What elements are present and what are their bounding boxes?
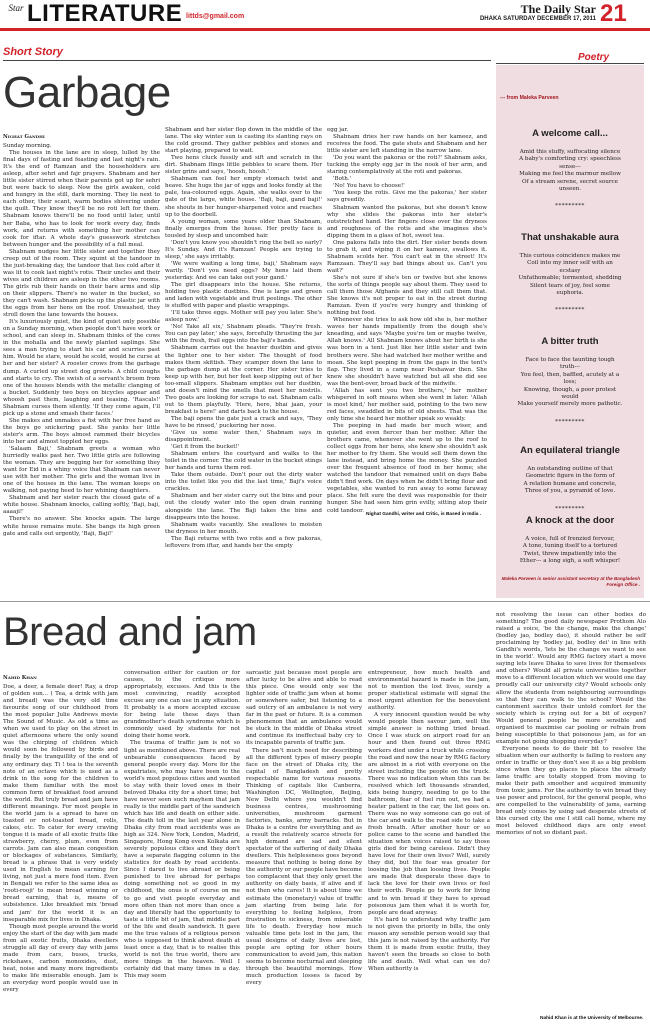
story-column-2	[165, 127, 322, 549]
essay-column-3	[246, 670, 362, 1024]
paragraph: entrepreneur, how much health and environmental hazard is made in the jam, not to mention the lost lives, surely a proper statistical estimate will signal the most urgent attention for the benevolent authority.	[368, 670, 490, 712]
poem-line: A voice, full of frenzied fervour,	[525, 536, 615, 542]
poem-separator: *********	[555, 203, 585, 210]
story-credit: Nighat Gandhi, writer and Critic, is Based in India .	[366, 512, 482, 517]
section-title: LITERATURE	[27, 0, 183, 27]
paragraph: Shabnam wanted the pakoras, but she doesn't know why she slides the pakoras into her sister's outstretched hand. Her fingers close over the dryness and roughness of the rotis and she imagines she's dipping them in a glass of hot, sweet tea.	[327, 204, 487, 239]
poem-title: A welcome call...	[532, 128, 608, 139]
poem-line: Silent tears of joy, feel some	[530, 282, 610, 289]
paragraph: 'Do you want the pakoras or the roti?' Shabnam asks, tucking the empty egg jar in the nook of her arm, and staring contemplatively at the roti and pakoras.	[327, 155, 487, 176]
section-divider	[0, 601, 650, 602]
paragraph: 'Give us some water then,' Shabnam says in disappointment.	[165, 430, 322, 444]
poem-lines	[498, 253, 642, 297]
paragraph: A young woman, some years older than Shabnam, finally emerges from the house. Her pretty face is tousled by sleep and uncombed hair.	[165, 218, 322, 239]
poem-2	[498, 232, 642, 314]
poem-line: Unfathomable; tormented, shedding	[518, 275, 622, 282]
poem-line: Knowing, though, a poor protest	[523, 386, 617, 393]
paragraph: There isn't much need for describing all the different types of misery people face on the street of Dhaka city, the capital of Bangladesh and pretty respectable name for various reasons. Thinking of capitals like Canberra, Washington DC, Wellington, Beijing, New Delhi where you wouldn't find business centres, mushrooming universities, mushroom garment factories, banks, army barracks. But in Dhaka is a centre for everything and as a result the relatively scarce streets for high demand are sad and silent spectator of the suffering of daily Dhaka dwellers. This helplessness goes beyond measure that nothing is being done by the authority or our people have become too complacent that they only greet the authority on daily basis, if alive and if not then who cares! It is about time we estimate the (monetary) value of traffic jam starting from being late for everything to feeling helpless, from frustration to sickness, from miserable life to death. Everyday how much valuable time gets lost in the jam, the usual designs of daily lives are lost, people are opting for other hours communication to avoid jam, this nation seems to become nocturnal and sleeping through the beautiful mornings. How much production losses is faced by every	[246, 747, 362, 987]
page-number: 21	[600, 0, 627, 27]
paragraph: The trauma of traffic jam is not so light as mentioned above. There are real unbearable consequences faced by general people every day. More for the expatriates, who may have been to the world's most populous cities and wanted to stay with their loved ones in their beloved Dhaka city for a short time; but have never seen such mayhem that jam really is the middle part of the sandwich which has life and death on either side. The death toll in the last year alone in Dhaka city from road accidents was as high as 324. New York, London, Madrid, Singapore, Hong Kong even Kolkata are severely populous cities and they don't have a separate flagging column in the statistics for death by road accidents. Since I dared to live abroad or being punished to live abroad for perhaps doing something not so good in my childhood, the onus is of course on me to go and visit people everyday and more often than not more than once a day and literally had the opportunity to taste a little bit of jam, that middle part of the life and death sandwich. It gave me the true values of a religious person who is supposed to think about death at least once a day, that is to realise this world is not the true world, there are more things in the heaven. Well I certainly did that many times in a day. This may seem	[124, 740, 240, 980]
essay-credit: Nahid Khan is at the University of Melbourne.	[540, 1016, 644, 1021]
paragraph: 'No! Take all six,' Shabnam pleads. 'They're fresh. You can pay later,' she says, forcefully thrusting the jar with the fresh, frail eggs into the baji's hands.	[165, 324, 322, 345]
paragraph: Whenever she tries to ask how old she is, her mother waves her hands impatiently from the dough she's kneading, and says 'Maybe you're ten or maybe twelve, Allah knows.' All Shabnam knows about her birth is she was born in a tent. Just like her little sister and twin brothers were. She had watched her mother writhe and moan. She kept peeping in from the gaps in the tent's flap. They lived in a camp near Peshawar then. She knew she shouldn't have watched but all she did see was the bent-over, broad back of the midwife.	[327, 317, 487, 387]
date-line: DHAKA SATURDAY DECEMBER 17, 2011	[479, 16, 596, 22]
essay-column-5	[496, 612, 646, 1014]
poem-line: sense---	[559, 163, 581, 170]
poem-line: A baby's comforting cry: speechless	[519, 156, 621, 163]
poem-line: An outstanding outline of that	[527, 466, 613, 472]
story-title: Garbage	[3, 68, 171, 117]
poem-line: would	[561, 394, 579, 401]
poem-4	[498, 445, 642, 513]
poem-title: An equilateral triangle	[520, 445, 620, 456]
paragraph: 'Both.'	[333, 176, 352, 183]
poem-line: Twist, threw impatiently into the	[523, 550, 617, 557]
poem-lines	[498, 149, 642, 193]
paragraph: It's hard to understand why traffic jam is not given the priority in bills, the only reason any sensible person would say that this jam is not raised by the authority. For them it is made from exotic fruits, they haven't seen the breads so close to both life and death. Well what can we do? When authority is	[368, 916, 490, 972]
paragraph: sarcastic just because most people are after lucky to be alive and able to read this piece. One would only see the lighter side of traffic jam when at home or somewhere safer, but listening to a sad outcry of an ambulance is not very far in the past or future. It is a common phenomenon that an ambulance would be stuck in the middle of Dhaka street and continue its ineffectual baby cry to its incapable parents of traffic jam.	[246, 670, 362, 747]
poem-title: A bitter truth	[541, 336, 599, 347]
story-author: Nighat Gandhi	[3, 134, 45, 140]
paragraph: Two hens cluck fussily and sift and scratch in the dirt. Shabnam flings little pebbles to scare them. Her sister grins and says, 'hoosh, hoosh.'	[165, 155, 322, 176]
paragraph: Take them outside. Don't pour out the dirty water into the toilet like you did the last time,' Baji's voice crackles.	[165, 472, 322, 493]
poem-line: Making me feel the marmur mellow	[519, 171, 621, 178]
poem-line: You feel, then, baffled, acutely at a	[520, 371, 620, 378]
poem-separator: *********	[555, 307, 585, 314]
paragraph: Shabnam and her sister reach the closed gate of a white house. Shabnam knocks, calling softly, 'Baji, baji, aaaaji!'	[3, 495, 160, 516]
essay-column-4	[368, 670, 490, 1024]
poem-line: Geometric figure in the form of	[525, 473, 615, 480]
poem-title: That unshakable aura	[521, 232, 619, 243]
paragraph: She's not sure if she's ten or twelve but she knows the sorts of things people say about them. They used to call them those Afghanis and they still call them that. She knows it's not proper to eat in the street during Ramzan. Even if you're very hungry and thinking of nothing but food.	[327, 274, 487, 317]
poetry-label: Poetry	[578, 52, 610, 63]
paragraph: conversation either for caution or for causes, to the critique more appropriately, excuses. And this is the most convincing, readily accepted excuse any one can use in any situation. It probably is a more accepted excuse for being late these days than grandmother's death syndrome which is commonly used by students for not doing their home work.	[124, 670, 240, 740]
paragraph: There's no answer. She knocks again. The large white house remains mute. She bangs its high green gate and calls out urgently, 'Baji, Baji!'	[3, 516, 160, 537]
short-story-rule	[3, 60, 491, 61]
poem-line: unseen.	[558, 186, 582, 193]
paragraph: The girl disappears into the house. She returns, holding two plastic dustbins. One is large and green and laden with vegetable and fruit peelings. The other is stuffed with paper and plastic wrappings.	[165, 282, 322, 310]
paragraph: 'You keep the rotis. Give me the pakoras,' her sister says greedily.	[327, 190, 487, 204]
poetry-rule	[496, 63, 644, 64]
poem-line: Face to face the taunting tough	[525, 357, 615, 363]
poem-line: loss;	[563, 379, 577, 386]
poem-lines	[498, 536, 642, 566]
paragraph: 'No! You have to choose!'	[333, 183, 405, 190]
poem-line: Make yourself merely more pathetic.	[517, 401, 623, 408]
essay-author: Nahid Khan	[3, 675, 37, 681]
paragraph: A very innocent question would be why would people then savour jam, well the simple answer is nothing tried bread. Once I was stuck on airport road for an hour and then found out three RMG workers died under a truck while crossing the road and now the near by RMG factory are almost in a riot with everyone on the street including the people on the truck. There was no indication when this can be resolved which left thousands stranded, kids being hungry, needing to go to the bathroom, fear of fuel run out, we had a heater patient in the car, the list goes on. There was no way someone can go out of the car and walk to the road side to take a fresh breath. After another hour or so police came to the scene and handled the situation when voices raised to say those girls died for being careless. Didn't they have love for their own lives? Well, surely they did, but the fear was greater for loosing the job than loosing lives. People are made that desperate these days to lack the love for their own lives or feel their worth. People go to work for living and to win bread if they have to spread poisonous jam then what it is worth for, people are dead anyway.	[368, 712, 490, 916]
paragraph: Shabnam can feel her empty stomach twist and heave. She hugs the jar of eggs and looks fondly at the pale, tea-coloured eggs. Again, she walks over to the gate of the large, white house. 'Baji, baji, gand baji!' she shouts in her hunger-sharpened voice and reaches up to the doorbell.	[165, 176, 322, 218]
paragraph: Doe, a deer, a female deer! Ray, a drop of golden sun... ( Tea, a drink with jam and bread) was the very old time favourite song of our childhood from the most popular Julie Andrews movie The Sound of Music. As old a time as when we used to play on the street in quiet afternoons where the only sound was the chirping of children which would soon be followed by birds and finally by the tranquillity of the end of any ordinary day. Ti ! tea is the seventh note of an octave which is used as a drink in the song for the children to make them familiar with the most common form of breakfast food around the world. But truly bread and jam have different meanings. For most people in the world jam is a spread to have on toasted or not-toasted bread, rolls, cakes, etc. To cater for every craving tongue it is made of all exotic fruits like strawberry, cherry, plum, even from carrots. Jam can also mean congestion or blockages of substances. Similarly, bread is a phrase that is very widely used in English to mean earning for living, not just a mere food item. Even in Bengali we refer to the same idea as 'rooti-rooji' to mean bread winning or bread earning, that is, means of subsistence. Like breakfast mix 'bread and jam' for the world it is an inseparable mix for lives in Dhaka.	[3, 684, 118, 923]
paragraph: It's luxuriously quiet, the kind of quiet only possible on a Sunday morning, when people don't have work or school, and can sleep in. Shabnam thinks of the cows in the mohalla and the newly planted saplings. She sees a man trying to start his car and scurries past him. Would he stare, would he scold, would he curse at her and her sister? A rooster crows from the garbage dump. A curled up street dog growls. A child coughs and starts to cry. The swish of a servant's broom from one of the houses blends with the metallic clanging of a bucket. Suddenly two boys on bicycles appear and whoosh past them, laughing and teasing. 'Rascals!' Shabnam curses them silently. 'If they come again, I'll pick up a stone and smash their faces.'	[3, 319, 160, 417]
paragraph: The houses in the lane are in sleep, lulled by the final days of fasting and feasting and last night's rain. It's the end of Ramzan and the householders are asleep, after sehri and fajr prayers. Shabnam and her little sister stirred when their parents got up for sehri but were back to sleep. Now the girls awaken, cold and hungry in the still, dark morning. They lie next to each other, their scant, warm bodies shivering under the quilt. They know they'll be no roti left for them. Shabnam knows there'll be no food until later, until her Baba, who has to look for work every day, finds work, and returns with something her mother can cook for iftar. A whole day's guesswork stretches between hunger and the possibility of a full meal.	[3, 150, 160, 248]
paragraph: egg jar.	[327, 127, 349, 133]
paragraph: Shabnam dries her raw hands on her kameez, and receives the food. The gate shuts and Shabnam and her little sister are left standing in the narrow lane.	[327, 134, 487, 155]
paragraph: Sunday morning.	[3, 143, 52, 149]
paragraph: not resolving the issue can other bodies do something? The good daily newspaper Prothom Alo raised a voice, 'be the change, make the change' (bodley jao, bodley dao), it should rather be self proclaiming by 'bodley jai, bodley dei' in line with Gandhi's words, 'lets be the change we want to see in the world'. Would any RMG factory start a move saying lets leave Dhaka to save lives for themselves and others? Would all private universities together move to a different location which we would one day proudly call our university city? Would schools only allow the students from neighbouring surroundings so that they can walk to the school? Would the cantonment sacrifice their untold comfort for the society which is crying out for a bit of oxygen? Would general people be more sensible and organised to maximise car pooling or refrain from being susceptible to that poisonous jam, as for an example not going shopping everyday?	[496, 612, 646, 745]
paragraph: Shabnam nudges her little sister and together they creep out of the room. They squint at the tandoor in the just-breaking day, the tandoor that lies cold after it was lit to cook last night's rotis. Their uncles and their wives and children are asleep in the other two rooms. The girls rub their hands on their bare arms and slip on their slippers. There's no water in the bucket, so they can't wash. Shabnam picks up the plastic jar with the eggs from her hens on the roof. Unwashed, they stroll down the lane towards the houses.	[3, 248, 160, 319]
poem-separator: *********	[555, 418, 585, 425]
paragraph: Shabnam enters the courtyard and walks to the toilet in the corner. The cold water in the bucket stings her hands and turns them red.	[165, 451, 322, 472]
poem-3	[498, 336, 642, 426]
poem-line: ecstasy	[559, 267, 581, 274]
poem-line: Amid this stuffy, suffocating silence	[519, 149, 621, 155]
poem-line: This curious coincidence makes me	[519, 253, 621, 259]
poem-lines	[498, 357, 642, 409]
essay-column-2	[124, 670, 240, 1024]
paragraph: 'Salaam Baji,' Shabnam greets a woman who hurriedly walks past her. Two little girls are following the woman. They are begging her for something they want for Eid in a whiny voice that Shabnam can never use with her mother. The girls and the woman live in one of the houses in the lane. The woman keeps on walking, not paying heed to her whining daughters.	[3, 446, 160, 495]
paragraph: Though most people around the world enjoy the start of the day with jam made from all exotic fruits, Dhaka dwellers struggle all day of every day with jams made from cars, buses, trucks, rickshaws, carbon monoxides, dust, heat, noise and many more ingredients to make life miserable enough. Jam is an everyday word people would use in every	[3, 923, 118, 994]
paragraph: The baji opens the gate just a crack and says, 'They have to be rinsed,' puckering her nose.	[165, 415, 322, 429]
paragraph: Everyone needs to do their bit to resolve the situation when our authority is failing to restore any order in traffic or they don't see it as a big problem since when they go places to places the already lame traffic are totally stopped from moving to make their path smoother and acquired immunity from toxic jams. For the authority to win bread they use power and protocol, for the general people, who are compelled to the vulnerability of jams, earning bread only comes by using sad desperate streets of this cursed city the one I still call home, where my most beloved childhood days are only sweet memories of not so distant past.	[496, 745, 646, 837]
poem-line: A relation humane and concrete,	[523, 480, 617, 487]
poem-separator: *********	[555, 505, 585, 512]
story-column-1	[3, 143, 160, 537]
paragraph: The peeping in had made her much wiser, and quieter, and even fiercer than her mother. After the brothers came, whenever she went up to the roof to collect eggs from her hens, she knew she shouldn't ask her mother to fry them. She would sell them down the lane instead, and bring home the money. She puzzled over the frequent absence of food in her home; she watched the tandoor that remained unlit on days Baba didn't find work. On days when he didn't bring flour and vegetables, she wanted to run away to some faraway place. She felt sure the devil was responsible for their hunger. She had seen him grin evilly, sitting atop their cold tandoor.	[327, 422, 487, 514]
paragraph: 'Get it from the bucket!'	[171, 444, 240, 451]
paragraph: Shabnam and her sister flop down in the middle of the lane. The sky winter sun is casting its slanting rays on the cold ground. They gather pebbles and stones and start playing, prepared to wait.	[165, 127, 322, 155]
paragraph: 'We were waiting a long time, baji,' Shabnam says warily. 'Don't you need eggs? My hens laid them yesterday. And we can take out your gand.'	[165, 260, 322, 281]
section-email: littds@gmail.com	[186, 13, 245, 20]
poem-line: Three of you, a pyramid of love.	[524, 488, 616, 495]
paragraph: One pakora falls into the dirt. Her sister bends down to grab it, and wiping it on her kameez, swallows it. Shabnam scolds her. 'You can't eat in the street! It's Ramzaan. They'll say bad things about us. Can't you wait?'	[327, 239, 487, 274]
masthead-rule	[0, 28, 650, 31]
poem-line: euphoria.	[556, 290, 584, 297]
poem-lines	[498, 466, 642, 496]
paragraph: Shabnam waits vacantly. She swallows to moisten the dryness in her mouth.	[165, 521, 322, 535]
short-story-label: Short Story	[3, 46, 63, 58]
poem-1	[498, 128, 642, 210]
paragraph: Shabnam carries out the heavier dustbin and gives the lighter one to her sister. The thought of food makes them skittish. They scamper down the lane to the garbage dump at the corner. Her sister tries to keep up with her, but her feet keep slipping out of her too-small slippers. Shabnam empties out her dustbin, and doesn't mind the smells that meet her nostrils. Two goats are looking for scraps to eat. Shabnam calls out to them playfully. 'Here, here, bhai jaan, your breakfast is here!' and darts back to the house.	[165, 345, 322, 415]
poem-line: Coil into my inner self with an	[527, 260, 613, 267]
poetry-author: --- from Maleka Parveen	[500, 95, 559, 101]
essay-column-1	[3, 684, 118, 1024]
paragraph: 'Don't you know you shouldn't ring the bell so early? It's Sunday. And it's Ramzan! People are trying to sleep,' she says irritably.	[165, 239, 322, 260]
paragraph: 'I'll take three eggs. Mother will pay you later. She's asleep now.'	[165, 310, 322, 324]
paragraph: She makes and unmakes a fist with her free hand as the boys go snickering past. She yanks her little sister's arm. The boys almost rammed their bicycles into her and almost toppled her eggs.	[3, 417, 160, 445]
essay-title: Bread and jam	[3, 610, 257, 654]
poem-title: A knock at the door	[525, 515, 615, 526]
poem-line: truth---	[559, 364, 581, 371]
newspaper-name: The Daily Star	[520, 2, 596, 16]
poem-line: A tone, tuning itself to a tortured	[522, 543, 618, 550]
star-logo: Star	[8, 3, 24, 13]
poem-line: Ether--- a long sigh, a soft whisper!	[519, 558, 621, 565]
paragraph: 'Allah has sent you two brothers,' her mother whispered in soft moans when she went in later. 'Allah is most kind,' her mother said, pointing to the two new red faces, swaddled in bits of old sheets. That was the only time she heard her mother speak so weakly.	[327, 387, 487, 422]
masthead	[0, 0, 650, 34]
paragraph: The Baji returns with two rotis and a few pakoras, leftovers from iftar, and hands her the empty	[165, 535, 322, 549]
story-column-3	[327, 127, 487, 514]
poetry-note: Maleka Parveen is senior assistant secretary at the Bangladesh Foreign Office .	[501, 576, 640, 587]
poem-5	[498, 515, 642, 566]
poem-line: Of a stream serene, secret source	[522, 178, 618, 185]
paragraph: Shabnam and her sister carry out the bins and pour out the cloudy water into the open drain running alongside the lane. The Baji takes the bins and disappears into the house.	[165, 493, 322, 521]
